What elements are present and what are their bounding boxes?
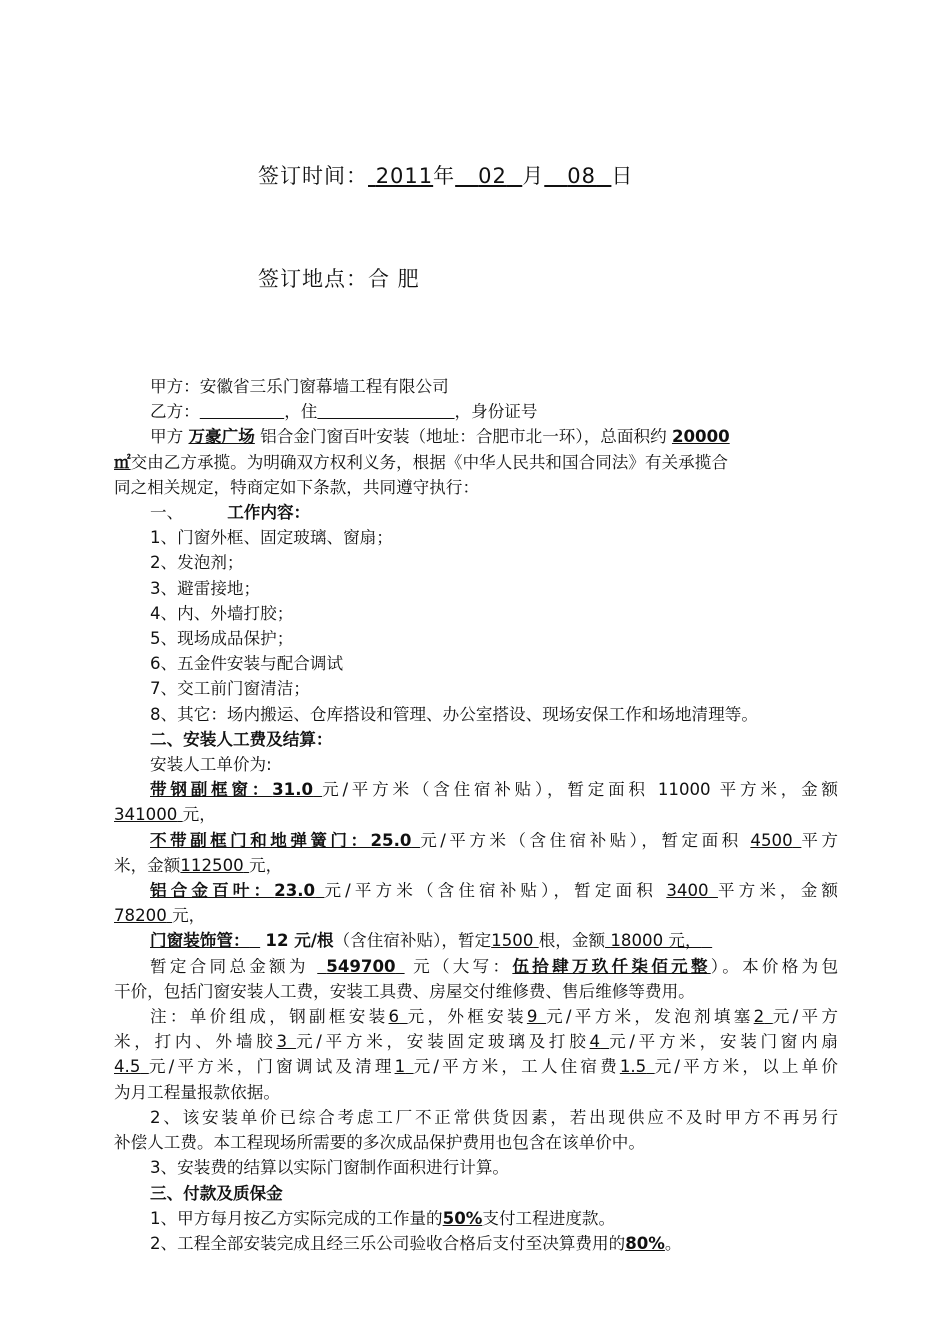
work-item: 7、交工前门窗清洁； [150,679,310,699]
intro-line-2: ㎡交由乙方承揽。为明确双方权利义务，根据《中华人民共和国合同法》有关承揽合 [114,452,728,472]
price-row-frameless-door: 不带副框门和地弹簧门：25.0 元/平方米（含住宿补贴），暂定面积 4500 平方 [150,830,838,850]
price-row-aluminum-louver-cont: 78200 元， [114,906,206,926]
price-note-3: 4.5 元/平方米，门窗调试及清理1 元/平方米，工人住宿费1.5 元/平方米，以上单价 [114,1057,838,1077]
price-row-steel-frame-window-cont: 341000 元， [114,805,216,825]
price-row-aluminum-louver: 铝合金百叶：23.0 元/平方米（含住宿补贴），暂定面积 3400 平方米，金额 [150,881,838,901]
party-b: 乙方： ，住 ，身份证号 [150,402,538,422]
section-2-heading: 二、安装人工费及结算： [150,729,333,749]
price-note-4: 为月工程量报款依据。 [114,1082,280,1102]
signing-place-value: 合 肥 [368,267,420,291]
party-b-address-blank [317,402,454,421]
clause-2-line-2: 补偿人工费。本工程现场所需要的多次成品保护费用也包含在该单价中。 [114,1133,645,1153]
day-unit: 日 [611,164,634,188]
intro-line-1: 甲方 万豪广场 铝合金门窗百叶安装（地址：合肥市北一环），总面积约 20000 [150,427,730,447]
price-row-frameless-door-cont: 米，金额112500 元， [114,855,283,875]
work-item: 2、发泡剂； [150,553,244,573]
price-note-2: 米，打内、外墙胶3 元/平方米，安装固定玻璃及打胶4 元/平方米，安装门窗内扇 [114,1032,839,1052]
contract-body [114,374,838,1256]
contract-total-cont: 干价，包括门窗安装人工费，安装工具费、房屋交付维修费、售后维修等费用。 [114,981,695,1001]
price-note-1: 注：单价组成，钢副框安装6 元，外框安装9 元/平方米，发泡剂填塞2 元/平方 [150,1007,839,1027]
work-item: 3、避雷接地； [150,578,261,598]
price-row-decorative-tube: 门窗装饰管： 12 元/根（含住宿补贴），暂定1500 根，金额 18000 元， [150,931,702,951]
section-3-heading: 三、付款及质保金 [150,1183,283,1203]
signing-place-label: 签订地点： [258,267,368,291]
project-name: 万豪广场 [188,427,255,447]
signing-time [258,160,633,190]
work-item: 8、其它：场内搬运、仓库搭设和管理、办公室搭设、现场安保工作和场地清理等。 [150,704,758,724]
unit-price-label: 安装人工单价为: [150,755,272,775]
party-b-name-blank [200,402,284,421]
work-item: 4、内、外墙打胶； [150,603,294,623]
work-item: 1、门窗外框、固定玻璃、窗扇； [150,528,393,548]
work-item: 5、现场成品保护； [150,629,294,649]
section-1-heading: 一、 工作内容： [150,503,311,523]
payment-item-1: 1、甲方每月按乙方实际完成的工作量的50%支付工程进度款。 [150,1208,616,1228]
payment-item-2: 2、工程全部安装完成且经三乐公司验收合格后支付至决算费用的80%。 [150,1233,682,1253]
clause-2-line-1: 2、该安装单价已综合考虑工厂不正常供货因素，若出现供应不及时甲方不再另行 [150,1107,838,1127]
price-row-steel-frame-window: 带钢副框窗：31.0 元/平方米（含住宿补贴），暂定面积 11000 平方米，金额 [150,780,839,800]
signing-month: 02 [478,164,507,188]
signing-place [258,263,420,293]
month-unit: 月 [522,164,545,188]
signing-day: 08 [567,164,597,188]
total-area: 20000 [671,427,730,447]
contract-total: 暂定合同总金额为 549700 元（大写：伍拾肆万玖仟柒佰元整）。本价格为包 [150,956,839,976]
intro-line-3: 同之相关规定，特商定如下条款，共同遵守执行： [114,477,480,497]
signing-time-label: 签订时间： [258,164,368,188]
work-item: 6、五金件安装与配合调试 [150,654,344,674]
signing-year: 2011 [375,164,434,188]
party-a: 甲方：安徽省三乐门窗幕墙工程有限公司 [150,377,449,396]
clause-3: 3、安装费的结算以实际门窗制作面积进行计算。 [150,1158,510,1178]
year-unit: 年 [433,164,456,188]
